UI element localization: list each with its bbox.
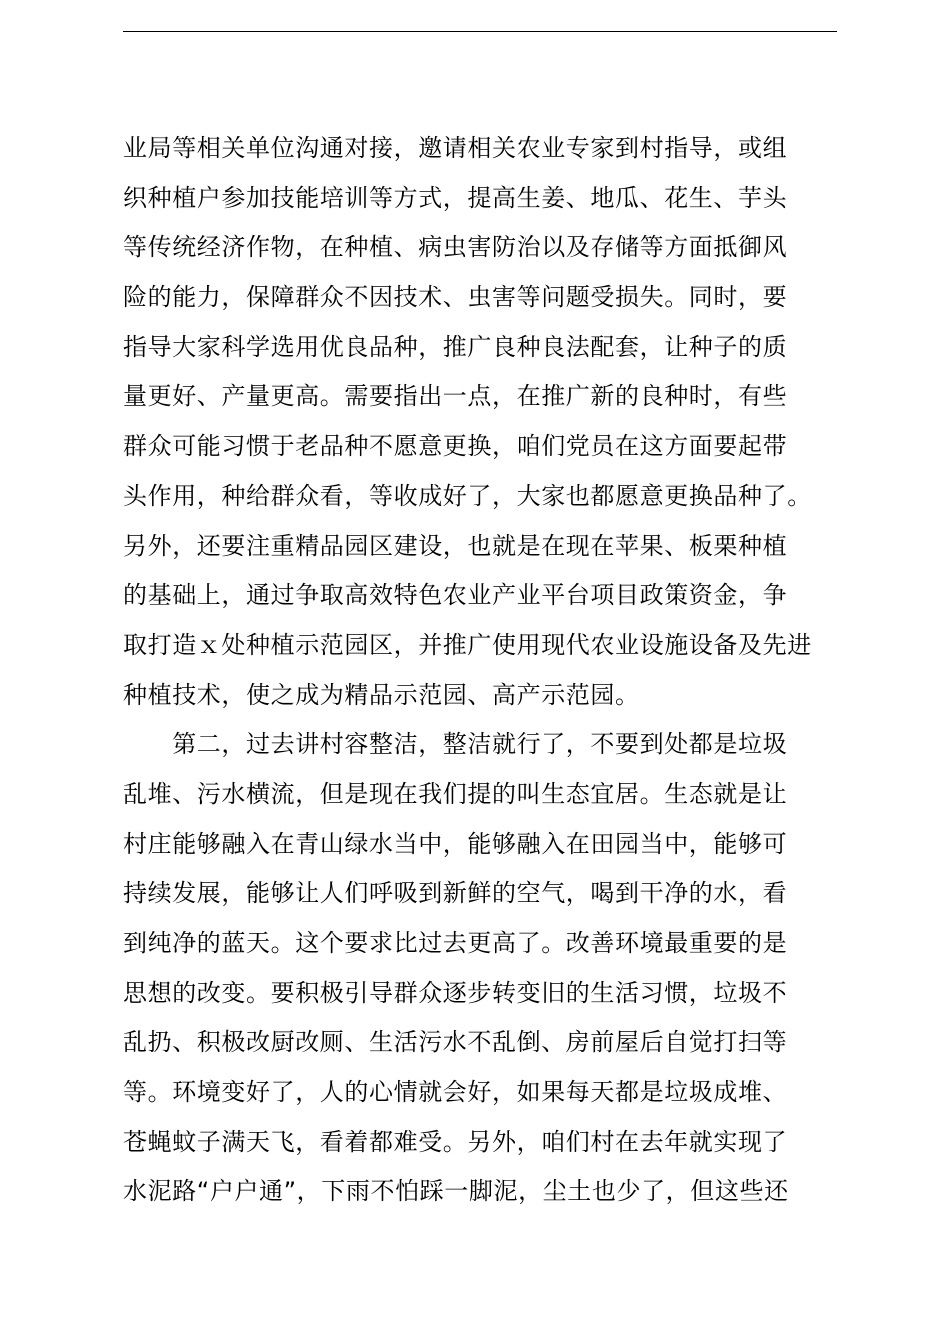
text-line-8: 头作用，种给群众看，等收成好了，大家也都愿意更换品种了。 (123, 481, 812, 510)
text-line-5: 指导大家科学选用优良品种，推广良种良法配套，让种子的质 (123, 332, 788, 361)
text-line-14: 乱堆、污水横流，但是现在我们提的叫生态宜居。生态就是让 (123, 779, 788, 808)
header-rule (123, 31, 837, 32)
text-line-15: 村庄能够融入在青山绿水当中，能够融入在田园当中，能够可 (123, 829, 788, 858)
body-text (123, 124, 853, 1217)
text-line-1: 业局等相关单位沟通对接，邀请相关农业专家到村指导，或组 (123, 134, 788, 162)
text-line-17: 到纯净的蓝天。这个要求比过去更高了。改善环境最重要的是 (123, 929, 788, 957)
text-line-3: 等传统经济作物，在种植、病虫害防治以及存储等方面抵御风 (123, 233, 788, 262)
text-line-6: 量更好、产量更高。需要指出一点，在推广新的良种时，有些 (123, 382, 788, 411)
text-line-2: 织种植户参加技能培训等方式，提高生姜、地瓜、花生、芋头 (123, 183, 788, 212)
text-line-11: 取打造ｘ处种植示范园区，并推广使用现代农业设施设备及先进 (123, 630, 812, 659)
text-line-22: 水泥路“户户通”，下雨不怕踩一脚泥，尘土也少了，但这些还 (123, 1177, 789, 1206)
text-line-16: 持续发展，能够让人们呼吸到新鲜的空气，喝到干净的水，看 (123, 879, 788, 908)
text-line-4: 险的能力，保障群众不因技术、虫害等问题受损失。同时，要 (123, 283, 788, 312)
text-line-19: 乱扔、积极改厨改厕、生活污水不乱倒、房前屋后自觉打扫等 (123, 1028, 788, 1057)
text-line-12: 种植技术，使之成为精品示范园、高产示范园。 (123, 680, 640, 709)
text-line-13: 第二，过去讲村容整洁，整洁就行了，不要到处都是垃圾 (123, 730, 788, 759)
text-line-18: 思想的改变。要积极引导群众逐步转变旧的生活习惯，垃圾不 (123, 978, 788, 1007)
text-line-9: 另外，还要注重精品园区建设，也就是在现在苹果、板栗种植 (123, 531, 788, 560)
text-line-20: 等。环境变好了，人的心情就会好，如果每天都是垃圾成堆、 (123, 1078, 788, 1107)
text-line-21: 苍蝇蚊子满天飞，看着都难受。另外，咱们村在去年就实现了 (123, 1127, 788, 1156)
text-line-10: 的基础上，通过争取高效特色农业产业平台项目政策资金，争 (123, 581, 788, 610)
text-line-7: 群众可能习惯于老品种不愿意更换，咱们党员在这方面要起带 (123, 432, 788, 461)
